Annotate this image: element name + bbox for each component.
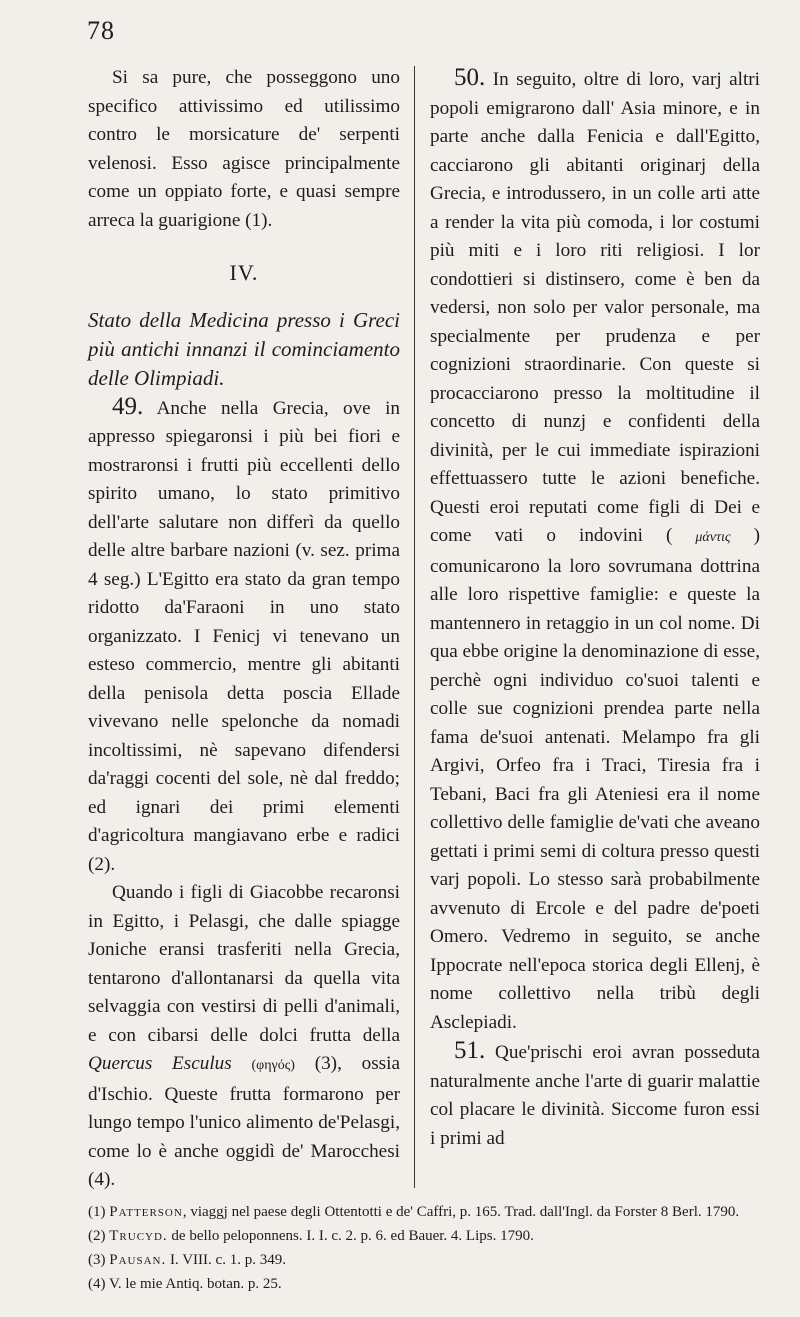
right-column — [430, 64, 760, 1153]
section-number: IV. — [229, 260, 259, 285]
footnote-2-text: de bello peloponnens. I. I. c. 2. p. 6. ed Bauer. 4. Lips. 1790. — [167, 1228, 534, 1244]
footnote-3 — [88, 1248, 768, 1272]
section-title: Stato della Medicina presso i Greci più antichi innanzi il cominciamento delle Olimpiadi. — [88, 307, 400, 390]
paragraph-51 — [430, 1037, 760, 1153]
paragraph-50-text-a: In seguito, oltre di loro, varj altri popoli emigrarono dall' Asia minore, e in parte anche dalla Fenicia e dall'Egitto, cacciarono gli abitanti originarj della Grecia, e introdussero, in un colle arti atte a render la vita più comoda, i lor costumi più miti e i loro riti religiosi. I lor condottieri si distinsero, come è ben da vedersi, non solo per valor personale, ma specialmente per prudenza e per cognizioni straordinarie. Con queste si procacciarono presso la moltitudine il concetto di nunzj e confidenti della divinità, per le cui immediate ispirazioni effettuassero tutte le azioni benefiche. Questi eroi reputati come figli di Dei e come vati o indovini ( — [430, 69, 760, 546]
paragraph-49b-after: (3), ossia d'Ischio. Queste frutta formarono per lungo tempo l'unico alimento de'Pelasgi, come lo è anche oggidì de' Marocchesi (4). — [88, 1053, 400, 1190]
footnote-1-mark: (1) — [88, 1204, 106, 1220]
footnote-3-mark: (3) — [88, 1252, 106, 1268]
paragraph-50-greek: μάντις — [695, 530, 731, 545]
paragraph-49-number: 49. — [112, 392, 144, 420]
page-number: 78 — [87, 16, 115, 45]
intro-paragraph: Si sa pure, che posseggono uno specifico attivissimo ed utilissimo contro le morsicature de' serpenti velenosi. Esso agisce principalmente come un oppiato forte, e quasi sempre arreca la guarigione (1). — [88, 67, 400, 231]
paragraph-49 — [88, 393, 400, 880]
footnotes — [88, 1200, 768, 1296]
footnote-1-author: Patterson — [109, 1204, 183, 1220]
footnote-4-mark: (4) — [88, 1276, 106, 1292]
paragraph-49b-italic: Quercus Esculus — [88, 1053, 232, 1074]
paragraph-51-number: 51. — [454, 1037, 486, 1064]
left-column — [88, 64, 400, 1195]
paragraph-51-text: Que'prischi eroi avran posseduta naturalmente anche l'arte di guarir malattie col placare le divinità. Siccome furon essi i primi ad — [430, 1042, 760, 1149]
footnote-2-mark: (2) — [88, 1228, 106, 1244]
paragraph-49-text: Anche nella Grecia, ove in appresso spiegaronsi i più bei fiori e mostraronsi i frutti più eccellenti dello spirito umano, lo stato primitivo dell'arte salutare non differì da quello delle altre barbare nazioni (v. sez. prima 4 seg.) L'Egitto era stato da gran tempo ridotto da'Faraoni in uno stato organizzato. I Fenicj vi tenevano un esteso commercio, mentre gli abitanti della penisola detta poscia Ellade vivevano nelle spelonche da nomadi incoltissimi, nè sapevano difendersi da'raggi cocenti del sole, nè dal freddo; ed ignari dei primi elementi d'agricoltura mangiavano erbe e radici (2). — [88, 397, 400, 875]
paragraph-50 — [430, 64, 760, 1037]
paragraph-50-number: 50. — [454, 64, 486, 91]
paragraph-49b-before: Quando i figli di Giacobbe recaronsi in Egitto, i Pelasgi, che dalle spiagge Joniche eransi trasferiti nella Grecia, tentarono d'allontanarsi da quella vita selvaggia con vestirsi di pelli d'animali, e con cibarsi delle dolci frutta della — [88, 882, 400, 1046]
footnote-3-author: Pausan. — [109, 1252, 167, 1268]
paragraph-49b-greek: (φηγός) — [251, 1058, 295, 1073]
column-divider — [414, 66, 415, 1188]
footnote-4-text: V. le mie Antiq. botan. p. 25. — [108, 1276, 282, 1292]
footnote-1-text: , viaggj nel paese degli Ottentotti e de' Caffri, p. 165. Trad. dall'Ingl. da Forster 8 Berl. 1790. — [182, 1204, 740, 1220]
footnote-2-author: Trucyd. — [109, 1228, 168, 1244]
footnote-2 — [88, 1224, 768, 1248]
paragraph-50-text-b: ) comunicarono la loro sovrumana dottrina alle loro rispettive famiglie: e queste la mantennero in retaggio in un col nome. Di qua ebbe origine la denominazione di esse, perchè ogni individuo co'suoi talenti e colle sue cognizioni prendea parte nella fama de'suoi antenati. Melampo fra gli Argivi, Orfeo fra i Traci, Tiresia fra i Tebani, Baci fra gli Ateniesi era il nome collettivo delle famiglie de'vati che aveano gettati i primi semi di coltura presso questi varj popoli. Lo stesso sarà probabilmente avvenuto di Ercole e del padre de'poeti Omero. Vedremo in seguito, se anche Ippocrate nell'epoca storica degli Ellenj, è nome collettivo nella tribù degli Asclepiadi. — [430, 525, 760, 1033]
paragraph-49-continued — [88, 879, 400, 1195]
footnote-3-text: I. VIII. c. 1. p. 349. — [166, 1252, 286, 1268]
footnote-4 — [88, 1272, 768, 1296]
footnote-1 — [88, 1200, 768, 1224]
